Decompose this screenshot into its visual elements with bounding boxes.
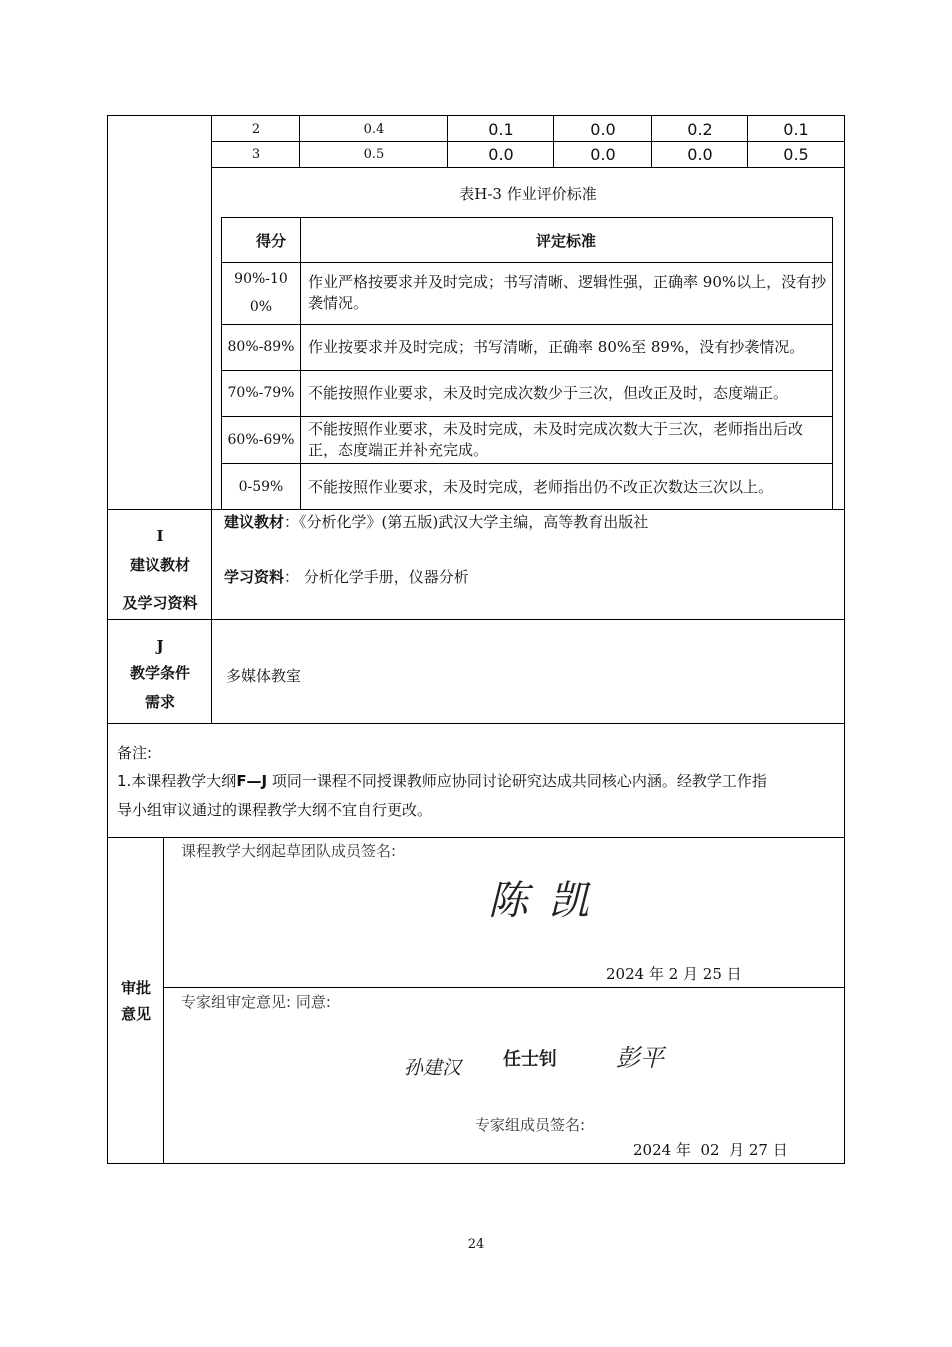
section-i-letter: I bbox=[156, 527, 164, 545]
notes-label: 备注: bbox=[117, 744, 153, 762]
expert-members-label: 专家组成员签名: bbox=[475, 1116, 586, 1134]
material-line bbox=[224, 565, 834, 589]
draft-date: 2024 年 2 月 25 日 bbox=[606, 965, 742, 983]
textbook-line bbox=[224, 510, 834, 534]
approval-label-2: 意见 bbox=[120, 1004, 151, 1023]
page-number: 24 bbox=[467, 1236, 485, 1252]
section-i-title-1: 建议教材 bbox=[129, 555, 190, 574]
textbook-value: ：《分析化学》(第五版)武汉大学主编，高等教育出版社 bbox=[284, 513, 649, 531]
notes-line-1-rest: 项同一课程不同授课教师应协同讨论研究达成共同核心内涵。经教学工作指 bbox=[267, 772, 767, 790]
top-row-2-value-2: 0.0 bbox=[590, 119, 616, 139]
table-h3-header-criteria: 评定标准 bbox=[535, 231, 596, 250]
notes-line-1-prefix: 1.本课程教学大纲 bbox=[117, 772, 237, 790]
top-row-3-weight: 0.5 bbox=[363, 147, 385, 162]
expert-signature-1: 孙建汉 bbox=[404, 1057, 462, 1079]
notes-line-1 bbox=[117, 769, 839, 793]
notes-line-2: 导小组审议通过的课程教学大纲不宜自行更改。 bbox=[117, 801, 433, 819]
table-h3-caption: 表H-3 作业评价标准 bbox=[459, 184, 597, 203]
criteria-cell: 作业按要求并及时完成；书写清晰，正确率 80%至 89%，没有抄袭情况。 bbox=[308, 337, 805, 356]
top-row-2-value-3: 0.2 bbox=[687, 119, 713, 139]
draft-team-label: 课程教学大纲起草团队成员签名: bbox=[181, 842, 397, 860]
draft-signature: 陈 凯 bbox=[488, 878, 593, 924]
notes-line-1-bold: F—J bbox=[236, 772, 268, 790]
expert-opinion-label: 专家组审定意见: 同意: bbox=[181, 993, 331, 1011]
top-row-2-weight: 0.4 bbox=[363, 121, 385, 137]
section-j-title-1: 教学条件 bbox=[129, 663, 190, 682]
top-row-2-value-4: 0.1 bbox=[783, 119, 809, 139]
top-row-2-index: 2 bbox=[251, 121, 261, 137]
criteria-cell: 不能按照作业要求，未及时完成，老师指出仍不改正次数达三次以上。 bbox=[308, 477, 774, 496]
section-j-letter: J bbox=[156, 637, 164, 655]
top-row-3-value-1: 0.0 bbox=[488, 145, 514, 164]
score-cell: 60%-69% bbox=[227, 432, 295, 448]
expert-date: 2024 年 02 月 27 日 bbox=[633, 1141, 788, 1159]
criteria-cell: 不能按照作业要求，未及时完成，未及时完成次数大于三次，老师指出后改正，态度端正并补充完成。 bbox=[308, 420, 804, 459]
score-cell: 80%-89% bbox=[227, 339, 295, 355]
textbook-label: 建议教材 bbox=[224, 513, 285, 531]
top-row-3-value-4: 0.5 bbox=[783, 145, 809, 164]
top-row-3-index: 3 bbox=[251, 147, 261, 162]
expert-signature-2: 任士钊 bbox=[503, 1049, 557, 1070]
expert-signature-3: 彭平 bbox=[616, 1044, 664, 1072]
score-cell: 90%-100% bbox=[234, 271, 288, 315]
top-row-2-value-1: 0.1 bbox=[488, 119, 514, 139]
top-row-3-value-3: 0.0 bbox=[687, 145, 713, 164]
top-row-3-value-2: 0.0 bbox=[590, 145, 616, 164]
criteria-cell: 不能按照作业要求，未及时完成次数少于三次，但改正及时，态度端正。 bbox=[308, 383, 789, 402]
criteria-cell: 作业严格按要求并及时完成；书写清晰、逻辑性强，正确率 90%以上，没有抄袭情况。 bbox=[308, 273, 827, 312]
material-label: 学习资料 bbox=[224, 568, 285, 586]
section-j-title-2: 需求 bbox=[144, 692, 175, 711]
material-value: ： 分析化学手册，仪器分析 bbox=[284, 568, 469, 586]
section-i-title-2: 及学习资料 bbox=[122, 593, 198, 612]
table-h3-header-score: 得分 bbox=[255, 231, 286, 250]
score-cell: 0-59% bbox=[238, 479, 284, 495]
approval-label-1: 审批 bbox=[120, 978, 151, 997]
teaching-condition-value: 多媒体教室 bbox=[226, 667, 302, 685]
score-cell: 70%-79% bbox=[227, 385, 295, 401]
